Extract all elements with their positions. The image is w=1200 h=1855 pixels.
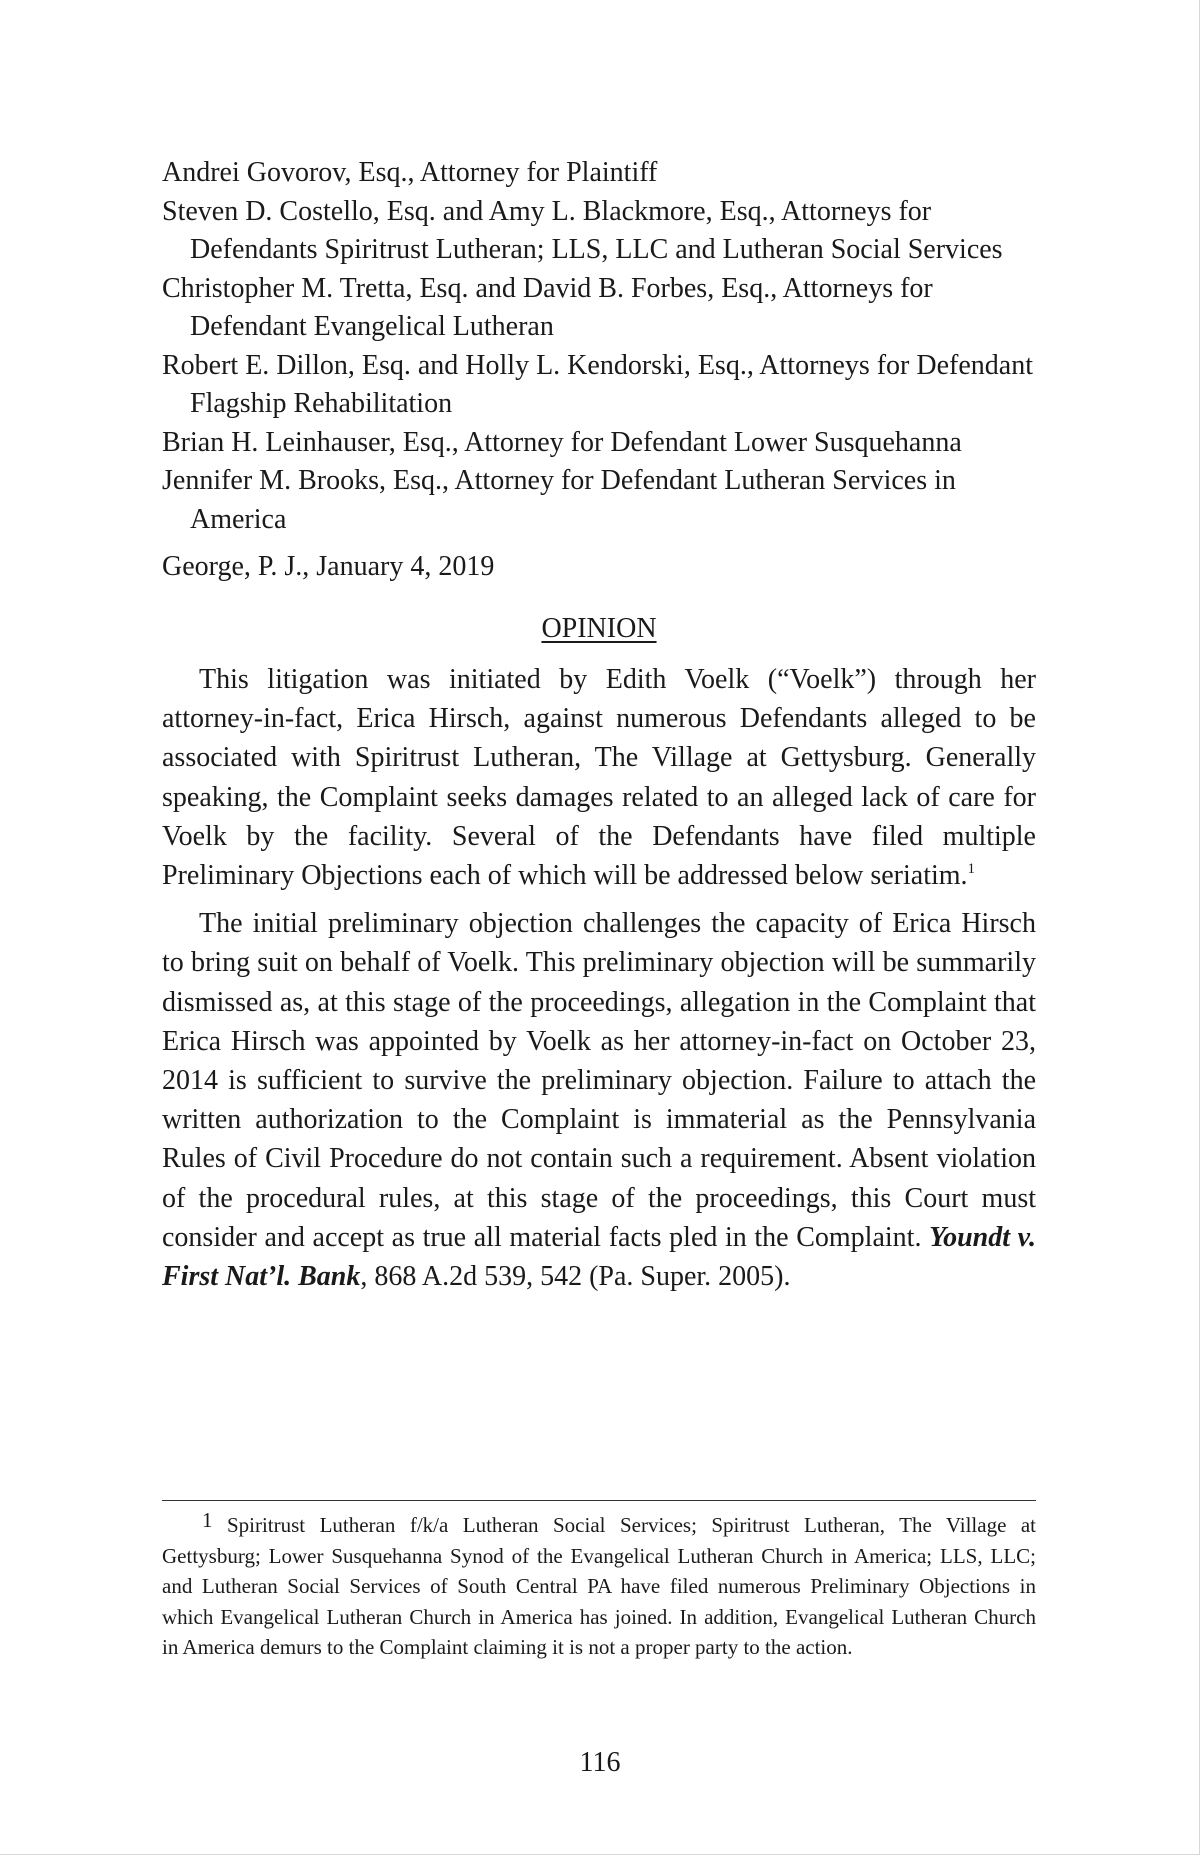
counsel-entry: Christopher M. Tretta, Esq. and David B. Forbes, Esq., Attorneys for Defendant Evangelical Lutheran: [162, 272, 933, 342]
opinion-body: [162, 660, 1036, 1296]
opinion-heading: OPINION: [541, 613, 657, 644]
footnote: [162, 1510, 1036, 1663]
case-citation: , 868 A.2d 539, 542 (Pa. Super. 2005).: [360, 1261, 791, 1293]
counsel-entry: Steven D. Costello, Esq. and Amy L. Blackmore, Esq., Attorneys for Defendants Spiritrust Lutheran; LLS, LLC and Lutheran Social Services: [162, 195, 1003, 265]
page-number: 116: [579, 1747, 621, 1778]
footnote-text: Spiritrust Lutheran f/k/a Lutheran Social Services; Spiritrust Lutheran, The Village at Gettysburg; Lower Susquehanna Synod of the Evangelical Lutheran Church in America; LLS, LLC; and Lutheran Social Services of South Central PA have filed numerous Preliminary Objections in which Evangelical Lutheran Church in America has joined. In addition, Evangelical Lutheran Church in America demurs to the Complaint claiming it is not a proper party to the action.: [162, 1513, 1036, 1659]
paragraph-2: [162, 904, 1036, 1296]
counsel-entry: Andrei Govorov, Esq., Attorney for Plaintiff: [162, 157, 658, 188]
judge-date-line: George, P. J., January 4, 2019: [162, 551, 495, 582]
counsel-list: [162, 154, 1036, 539]
counsel-entry: Brian H. Leinhauser, Esq., Attorney for Defendant Lower Susquehanna: [162, 426, 962, 458]
footnote-number: 1: [202, 1508, 213, 1532]
footnote-reference: 1: [967, 861, 976, 878]
counsel-entry: Robert E. Dillon, Esq. and Holly L. Kendorski, Esq., Attorneys for Defendant Flagship Rehabilitation: [162, 349, 1033, 419]
footnote-divider: [162, 1500, 1036, 1501]
case-name: Youndt v. First Nat’l. Bank: [162, 1221, 1037, 1293]
paragraph-2-text: The initial preliminary objection challenges the capacity of Erica Hirsch to bring suit on behalf of Voelk. This preliminary objection will be summarily dismissed as, at this stage of the proceedings, allegation in the Complaint that Erica Hirsch was appointed by Voelk as her attorney-in-fact on October 23, 2014 is sufficient to survive the preliminary objection. Failure to attach the written authorization to the Complaint is immaterial as the Pennsylvania Rules of Civil Procedure do not contain such a requirement. Absent violation of the procedural rules, at this stage of the proceedings, this Court must consider and accept as true all material facts pled in the Complaint.: [162, 908, 1036, 1253]
counsel-entry: Jennifer M. Brooks, Esq., Attorney for Defendant Lutheran Services in America: [162, 465, 956, 535]
paragraph-1: [162, 660, 1036, 895]
paragraph-1-text: This litigation was initiated by Edith Voelk (“Voelk”) through her attorney-in-fact, Erica Hirsch, against numerous Defendants alleged to be associated with Spiritrust Lutheran, The Village at Gettysburg. Generally speaking, the Complaint seeks damages related to an alleged lack of care for Voelk by the facility. Several of the Defendants have filed multiple Preliminary Objections each of which will be addressed below seriatim.: [162, 664, 1036, 892]
page-content: [162, 154, 1036, 1296]
